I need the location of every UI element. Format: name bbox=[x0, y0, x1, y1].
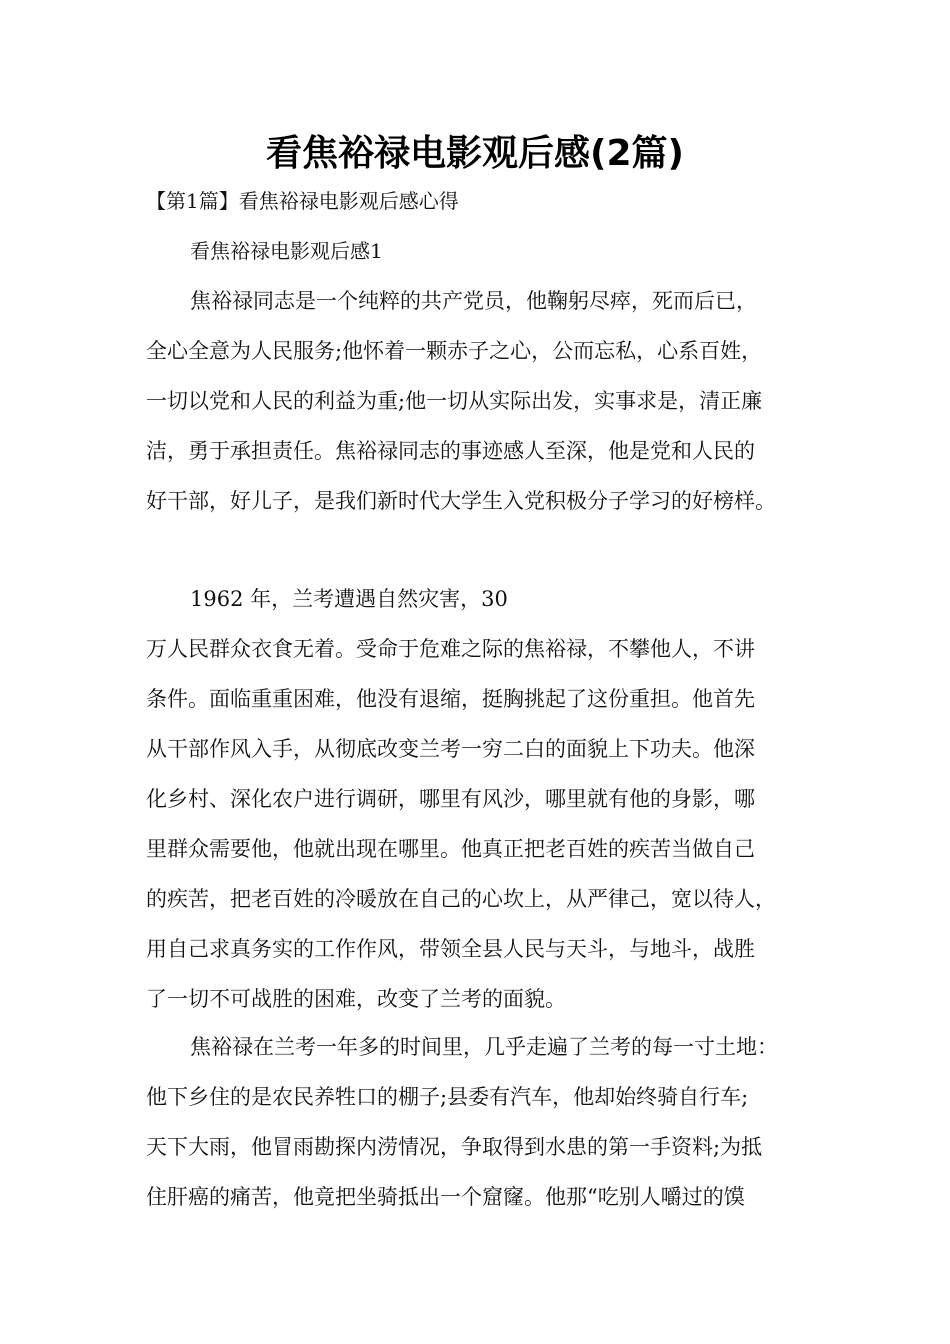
paragraph-line: 了一切不可战胜的困难，改变了兰考的面貌。 bbox=[146, 987, 566, 1011]
section-heading: 【第1篇】看焦裕禄电影观后感心得 bbox=[146, 189, 459, 213]
paragraph-line: 从干部作风入手，从彻底改变兰考一穷二白的面貌上下功夫。他深 bbox=[146, 737, 755, 761]
paragraph-line: 他下乡住的是农民养牲口的棚子;县委有汽车，他却始终骑自行车; bbox=[146, 1085, 749, 1109]
paragraph-line: 里群众需要他，他就出现在哪里。他真正把老百姓的疾苦当做自己 bbox=[146, 837, 755, 861]
paragraph-line: 化乡村、深化农户进行调研，哪里有风沙，哪里就有他的身影，哪 bbox=[146, 787, 755, 811]
paragraph-line: 的疾苦，把老百姓的冷暖放在自己的心坎上，从严律己，宽以待人， bbox=[146, 887, 776, 911]
paragraph-2 bbox=[146, 574, 816, 1024]
paragraph-line: 万人民群众衣食无着。受命于危难之际的焦裕禄，不攀他人，不讲 bbox=[146, 637, 755, 661]
paragraph-line: 1962 年，兰考遭遇自然灾害，30 bbox=[190, 587, 508, 611]
paragraph-line: 条件。面临重重困难，他没有退缩，挺胸挑起了这份重担。他首先 bbox=[146, 687, 755, 711]
paragraph-line: 用自己求真务实的工作作风，带领全县人民与天斗，与地斗，战胜 bbox=[146, 937, 755, 961]
paragraph-line: 住肝癌的痛苦，他竟把坐骑抵出一个窟窿。他那“吃别人嚼过的馍 bbox=[146, 1185, 745, 1209]
paragraph-line: 一切以党和人民的利益为重;他一切从实际出发，实事求是，清正廉 bbox=[146, 389, 763, 413]
paragraph-3 bbox=[146, 1022, 816, 1222]
paragraph-line: 天下大雨，他冒雨勘探内涝情况，争取得到水患的第一手资料;为抵 bbox=[146, 1135, 763, 1159]
paragraph-1 bbox=[146, 276, 816, 526]
paragraph-line: 焦裕禄在兰考一年多的时间里，几乎走遍了兰考的每一寸土地： bbox=[190, 1035, 778, 1059]
paragraph-line: 全心全意为人民服务;他怀着一颗赤子之心，公而忘私，心系百姓， bbox=[146, 339, 763, 363]
essay-subheading: 看焦裕禄电影观后感1 bbox=[190, 239, 383, 263]
paragraph-line: 好干部，好儿子，是我们新时代大学生入党积极分子学习的好榜样。 bbox=[146, 489, 776, 513]
paragraph-line: 洁，勇于承担责任。焦裕禄同志的事迹感人至深，他是党和人民的 bbox=[146, 439, 755, 463]
document-title: 看焦裕禄电影观后感(2篇) bbox=[266, 133, 684, 174]
paragraph-line: 焦裕禄同志是一个纯粹的共产党员，他鞠躬尽瘁，死而后已， bbox=[190, 289, 757, 313]
